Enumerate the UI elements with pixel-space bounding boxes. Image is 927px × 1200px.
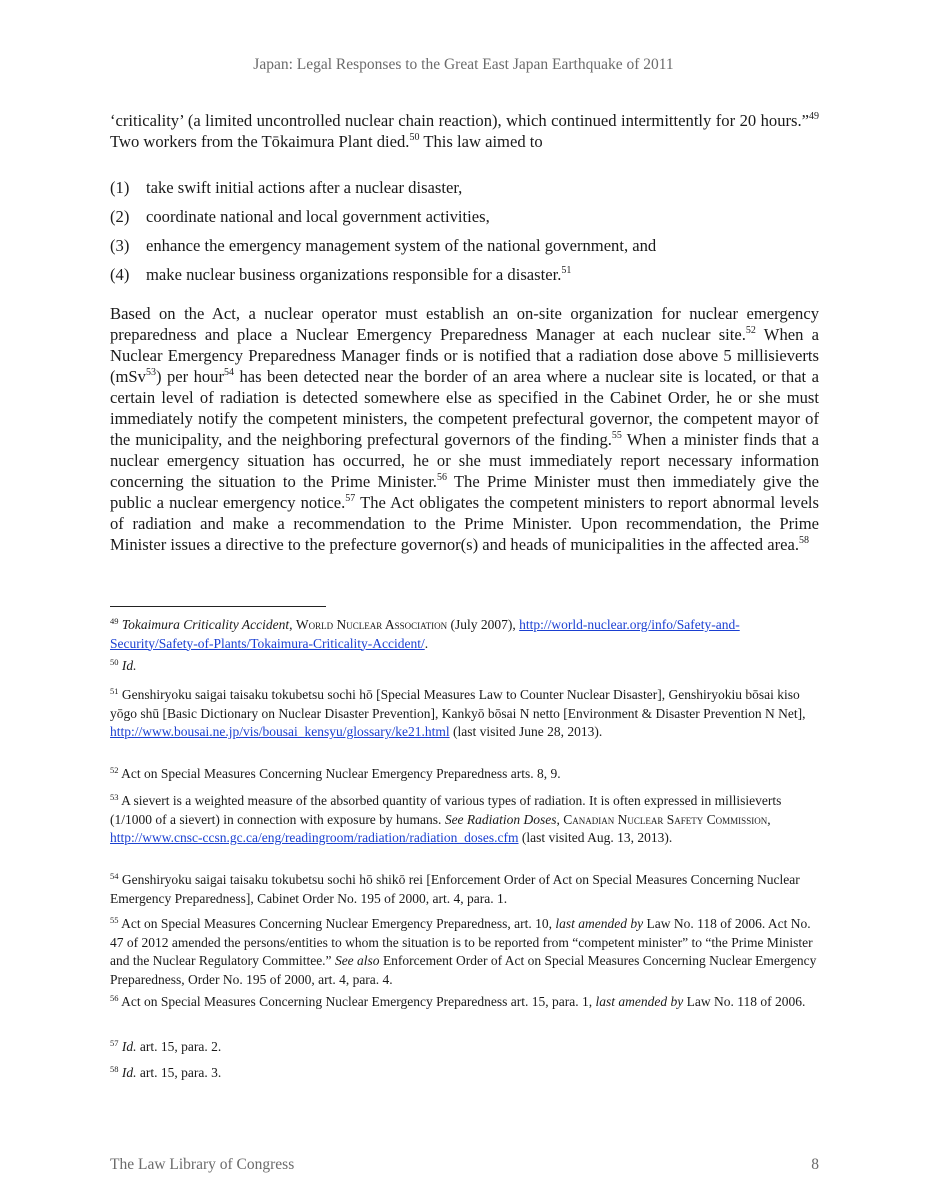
footnote-56: $^{56}$ Act on Special Measures Concerning Nuclear Emergency Preparedness art. 15, para. 1, last amended by Law No. 118 of 2006. xyxy=(110,993,806,1009)
footnote-58: $^{58}$ Id. art. 15, para. 3. xyxy=(110,1064,222,1080)
footnote-ref-52[interactable]: 52 xyxy=(745,325,756,336)
page-number: 8 xyxy=(811,1156,819,1173)
footnote-ref-49[interactable]: 49 xyxy=(809,111,819,122)
list-item: (3) enhance the emergency management system of the national government, and xyxy=(110,236,657,255)
footnote-ref-58[interactable]: 58 xyxy=(799,535,809,546)
footnote-ref-54[interactable]: 54 xyxy=(224,367,234,378)
footnote-divider xyxy=(110,606,326,607)
footer-source: The Law Library of Congress xyxy=(110,1156,295,1173)
footnote-54: $^{54}$ Genshiryoku saigai taisaku tokubetsu sochi hō shikō rei [Enforcement Order of Act on Special Measures Concerning Nuclear Emergency Preparedness], Cabinet Order No. 195 of 2000, art. 4, para. 1. xyxy=(110,871,800,906)
footnote-ref-51[interactable]: 51 xyxy=(561,265,572,276)
footnote-55: $^{55}$ Act on Special Measures Concerning Nuclear Emergency Preparedness, art. 10, last amended by Law No. 118 of 2006. Act No. 47 of 2012 amended the persons/entities to whom the situation is to be reported from “competent minister” to “the Prime Minister and the Nuclear Regulatory Committee.” See also Enforcement Order of Act on Special Measures Concerning Nuclear Emergency Preparedness, Order No. 195 of 2000, art. 4, para. 4. xyxy=(110,915,817,987)
footnote-57: $^{57}$ Id. art. 15, para. 2. xyxy=(110,1038,222,1054)
paragraph-intro: ‘criticality’ (a limited uncontrolled nuclear chain reaction), which continued intermittently for 20 hours.”$^{49}$ Two workers from the Tōkaimura Plant died.$^{50}$ This law aimed to xyxy=(110,111,819,151)
running-header: Japan: Legal Responses to the Great East Japan Earthquake of 2011 xyxy=(253,56,674,73)
footnote-ref-57[interactable]: 57 xyxy=(345,493,356,504)
footnote-ref-53[interactable]: 53 xyxy=(145,367,156,378)
footnote-ref-56[interactable]: 56 xyxy=(436,472,447,483)
footnote-ref-50[interactable]: 50 xyxy=(409,132,420,143)
aims-list xyxy=(110,173,819,289)
footnote-link-53[interactable]: http://www.cnsc-ccsn.gc.ca/eng/readingroom/radiation/radiation_doses.cfm xyxy=(110,830,519,845)
footnote-51: $^{51}$ Genshiryoku saigai taisaku tokubetsu sochi hō [Special Measures Law to Counter Nuclear Disaster], Genshiryokiu bōsai kiso yōgo shū [Basic Dictionary on Nuclear Disaster Prevention], Kankyō bōsai N netto [Environment & Disaster Prevention N Net], http://www.bousai.ne.jp/vis/bousai_kensyu/glossary/ke21.html (last visited June 28, 2013). xyxy=(110,686,806,739)
footnote-ref-55[interactable]: 55 xyxy=(611,430,622,441)
footnote-50: $^{50}$ Id. xyxy=(110,657,137,673)
paragraph-act: Based on the Act, a nuclear operator must establish an on-site organization for nuclear emergency preparedness and place a Nuclear Emergency Preparedness Manager at each nuclear site.$^{52}$ When a Nuclear Emergency Preparedness Manager finds or is notified that a radiation dose above 5 millisieverts (mSv$^{53}$) per hour$^{54}$ has been detected near the border of an area where a nuclear site is located, or that a certain level of radiation is detected somewhere else as specified in the Cabinet Order, he or she must immediately notify the competent ministers, the competent prefectural governor, the competent mayor of the municipality, and the neighboring prefectural governors of the finding.$^{55}$ When a minister finds that a nuclear emergency situation has occurred, he or she must immediately report necessary information concerning the situation to the Prime Minister.$^{56}$ The Prime Minister must then immediately give the public a nuclear emergency notice.$^{57}$ The Act obligates the competent ministers to report abnormal levels of radiation and make a recommendation to the Prime Minister. Upon recommendation, the Prime Minister issues a directive to the prefecture governor(s) and heads of municipalities in the affected area.$^{58}$ xyxy=(110,304,819,554)
list-item: (4) make nuclear business organizations responsible for a disaster.$^{51}$ xyxy=(110,265,572,284)
footnote-link-51[interactable]: http://www.bousai.ne.jp/vis/bousai_kensyu/glossary/ke21.html xyxy=(110,724,450,739)
footnote-49: $^{49}$ Tokaimura Criticality Accident, World Nuclear Association (July 2007), http://world-nuclear.org/info/Safety-and-Security/Safety-of-Plants/Tokaimura-Criticality-Accident/. xyxy=(110,616,740,651)
footnote-53: $^{53}$ A sievert is a weighted measure of the absorbed quantity of various types of radiation. It is often expressed in millisieverts (1/1000 of a sievert) in connection with exposure by humans. See Radiation Doses, Canadian Nuclear Safety Commission, http://www.cnsc-ccsn.gc.ca/eng/readingroom/radiation/radiation_doses.cfm (last visited Aug. 13, 2013). xyxy=(110,792,782,845)
footnote-52: $^{52}$ Act on Special Measures Concerning Nuclear Emergency Preparedness arts. 8, 9. xyxy=(110,765,561,781)
list-item: (1) take swift initial actions after a nuclear disaster, xyxy=(110,178,463,197)
list-item: (2) coordinate national and local government activities, xyxy=(110,207,490,226)
footnote-link-49[interactable]: http://world-nuclear.org/info/Safety-and-Security/Safety-of-Plants/Tokaimura-Criticality-Accident/ xyxy=(110,617,740,651)
